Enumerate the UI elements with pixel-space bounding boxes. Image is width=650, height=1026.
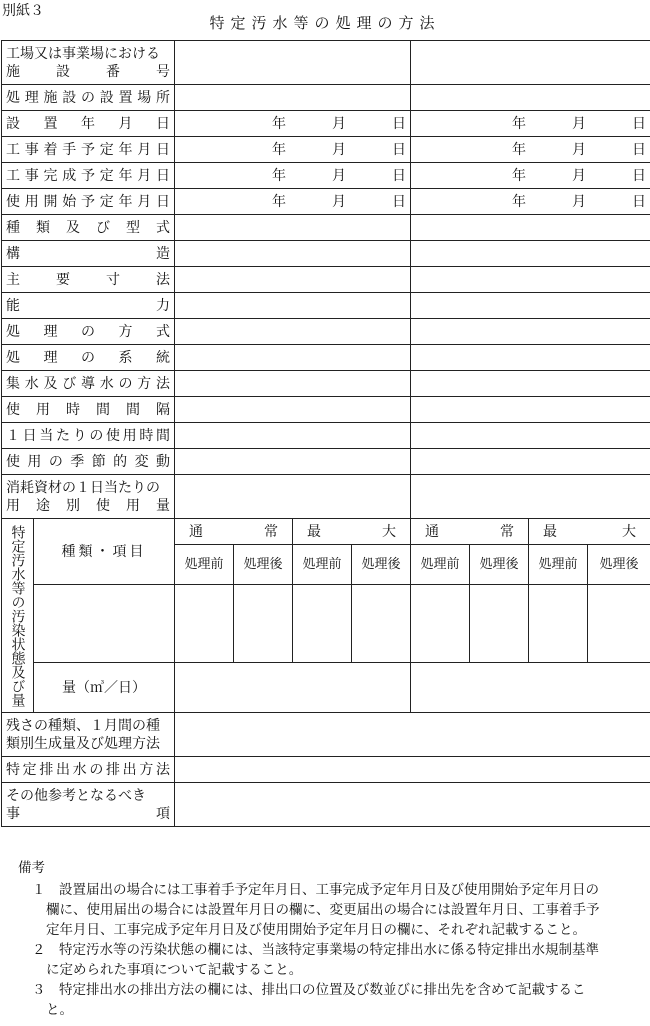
label-line: 用途別使用量 — [6, 497, 170, 514]
header-after: 処理後 — [234, 545, 293, 585]
year-label: 年 — [512, 115, 526, 132]
field-treatment-system-1[interactable] — [175, 345, 411, 371]
label-line: 残さの種類、１月間の種 — [6, 717, 160, 734]
field-pollution-value[interactable] — [175, 585, 234, 663]
row-facility-no — [2, 41, 650, 85]
month-label: 月 — [572, 141, 586, 158]
field-treatment-system-2[interactable] — [411, 345, 650, 371]
row-residue — [2, 713, 650, 757]
row-other — [2, 783, 650, 827]
header-after: 処理後 — [352, 545, 411, 585]
attachment-label: 別紙３ — [2, 3, 44, 19]
month-label: 月 — [332, 141, 346, 158]
field-structure-1[interactable] — [175, 241, 411, 267]
field-daily-hours-2[interactable] — [411, 423, 650, 449]
field-install-date-1[interactable] — [175, 111, 411, 137]
remarks-heading: 備考 — [18, 860, 45, 876]
field-construction-start-2[interactable] — [411, 137, 650, 163]
label-main-dimensions: 主要寸法 — [2, 267, 175, 293]
month-label: 月 — [572, 167, 586, 184]
year-label: 年 — [272, 167, 286, 184]
row-structure — [2, 241, 650, 267]
label-line: 消耗資材の１日当たりの — [6, 479, 160, 496]
row-seasonal-variation — [2, 449, 650, 475]
label-use-interval: 使用時間間隔 — [2, 397, 175, 423]
field-treatment-method-2[interactable] — [411, 319, 650, 345]
field-seasonal-variation-1[interactable] — [175, 449, 411, 475]
label-daily-hours: １日当たりの使用時間 — [2, 423, 175, 449]
field-pollution-value[interactable] — [234, 585, 293, 663]
field-treatment-method-1[interactable] — [175, 319, 411, 345]
row-install-date — [2, 111, 650, 137]
row-water-collection — [2, 371, 650, 397]
label-location: 処理施設の設置場所 — [2, 85, 175, 111]
year-label: 年 — [512, 141, 526, 158]
field-daily-hours-1[interactable] — [175, 423, 411, 449]
row-daily-hours — [2, 423, 650, 449]
row-construction-complete — [2, 163, 650, 189]
field-use-start-2[interactable] — [411, 189, 650, 215]
month-label: 月 — [332, 193, 346, 210]
label-water-collection: 集水及び導水の方法 — [2, 371, 175, 397]
row-capacity — [2, 293, 650, 319]
row-consumables — [2, 475, 650, 519]
field-residue[interactable] — [175, 713, 650, 757]
row-main-dimensions — [2, 267, 650, 293]
header-before: 処理前 — [175, 545, 234, 585]
month-label: 月 — [572, 193, 586, 210]
day-label: 日 — [632, 193, 646, 210]
field-main-dimensions-2[interactable] — [411, 267, 650, 293]
year-label: 年 — [272, 193, 286, 210]
label-facility-no — [2, 41, 175, 85]
field-use-interval-2[interactable] — [411, 397, 650, 423]
field-capacity-2[interactable] — [411, 293, 650, 319]
field-use-interval-1[interactable] — [175, 397, 411, 423]
field-pollution-item[interactable] — [34, 585, 175, 663]
year-label: 年 — [512, 193, 526, 210]
day-label: 日 — [632, 115, 646, 132]
day-label: 日 — [392, 141, 406, 158]
day-label: 日 — [392, 115, 406, 132]
header-before: 処理前 — [411, 545, 470, 585]
remarks — [18, 858, 608, 1020]
label-type-model: 種類及び型式 — [2, 215, 175, 241]
label-volume: 量（㎥／日） — [34, 663, 175, 713]
row-type-model — [2, 215, 650, 241]
field-volume-2[interactable] — [411, 663, 650, 713]
field-pollution-value[interactable] — [588, 585, 650, 663]
label-treatment-method: 処理の方式 — [2, 319, 175, 345]
field-water-collection-2[interactable] — [411, 371, 650, 397]
row-volume — [2, 663, 650, 713]
field-other[interactable] — [175, 783, 650, 827]
header-max-1: 最大 — [293, 519, 411, 545]
label-line: 類別生成量及び処理方法 — [6, 735, 160, 752]
header-normal-1: 通常 — [175, 519, 293, 545]
treatment-form-table — [1, 40, 650, 827]
day-label: 日 — [392, 193, 406, 210]
label-install-date: 設置年月日 — [2, 111, 175, 137]
field-pollution-value[interactable] — [411, 585, 470, 663]
label-consumables — [2, 475, 175, 519]
header-max-2: 最大 — [529, 519, 650, 545]
header-after: 処理後 — [470, 545, 529, 585]
label-other — [2, 783, 175, 827]
field-main-dimensions-1[interactable] — [175, 267, 411, 293]
label-line: 施設番号 — [6, 63, 170, 80]
field-seasonal-variation-2[interactable] — [411, 449, 650, 475]
row-treatment-method — [2, 319, 650, 345]
row-pollution-values — [2, 585, 650, 663]
row-use-interval — [2, 397, 650, 423]
field-capacity-1[interactable] — [175, 293, 411, 319]
day-label: 日 — [632, 141, 646, 158]
label-structure: 構造 — [2, 241, 175, 267]
label-kind-item: 種類・項目 — [34, 519, 175, 585]
header-before: 処理前 — [293, 545, 352, 585]
day-label: 日 — [632, 167, 646, 184]
field-structure-2[interactable] — [411, 241, 650, 267]
field-use-start-1[interactable] — [175, 189, 411, 215]
field-discharge-method[interactable] — [175, 757, 650, 783]
field-facility-no-1[interactable] — [175, 41, 411, 85]
year-label: 年 — [512, 167, 526, 184]
day-label: 日 — [392, 167, 406, 184]
remark-item: １ 設置届出の場合には工事着手予定年月日、工事完成予定年月日及び使用開始予定年月日の欄に、使用届出の場合には設置年月日の欄に、変更届出の場合には設置年月日、工事着手予定年月日、工事完成予定年月日及び使用開始予定年月日の欄に、それぞれ記載すること。 — [32, 882, 600, 938]
row-construction-start — [2, 137, 650, 163]
label-treatment-system: 処理の系統 — [2, 345, 175, 371]
field-install-date-2[interactable] — [411, 111, 650, 137]
label-line: 工場又は事業場における — [6, 45, 160, 62]
label-use-start: 使用開始予定年月日 — [2, 189, 175, 215]
field-facility-no-2[interactable] — [411, 41, 650, 85]
label-line: 事項 — [6, 805, 170, 822]
field-type-model-2[interactable] — [411, 215, 650, 241]
remark-item: ２ 特定汚水等の汚染状態の欄には、当該特定事業場の特定排出水に係る特定排出水規制基準に定められた事項について記載すること。 — [32, 942, 599, 978]
field-volume-1[interactable] — [175, 663, 411, 713]
label-construction-start: 工事着手予定年月日 — [2, 137, 175, 163]
field-pollution-value[interactable] — [352, 585, 411, 663]
row-treatment-system — [2, 345, 650, 371]
row-location — [2, 85, 650, 111]
label-discharge-method: 特定排出水の排出方法 — [2, 757, 175, 783]
field-pollution-value[interactable] — [529, 585, 588, 663]
field-pollution-value[interactable] — [293, 585, 352, 663]
label-seasonal-variation: 使用の季節的変動 — [2, 449, 175, 475]
month-label: 月 — [332, 167, 346, 184]
field-consumables-1[interactable] — [175, 475, 411, 519]
row-pollution-header — [2, 519, 650, 545]
label-capacity: 能力 — [2, 293, 175, 319]
year-label: 年 — [272, 115, 286, 132]
field-construction-complete-2[interactable] — [411, 163, 650, 189]
month-label: 月 — [572, 115, 586, 132]
row-use-start — [2, 189, 650, 215]
header-after: 処理後 — [588, 545, 650, 585]
label-residue — [2, 713, 175, 757]
field-construction-start-1[interactable] — [175, 137, 411, 163]
label-pollution-state: 特定汚水等の汚染状態及び量 — [2, 519, 34, 713]
field-location-1[interactable] — [175, 85, 411, 111]
field-pollution-value[interactable] — [470, 585, 529, 663]
field-location-2[interactable] — [411, 85, 650, 111]
field-construction-complete-1[interactable] — [175, 163, 411, 189]
field-water-collection-1[interactable] — [175, 371, 411, 397]
page-title: 特定汚水等の処理の方法 — [209, 14, 441, 32]
label-construction-complete: 工事完成予定年月日 — [2, 163, 175, 189]
field-consumables-2[interactable] — [411, 475, 650, 519]
row-discharge-method — [2, 757, 650, 783]
year-label: 年 — [272, 141, 286, 158]
remark-item: ３ 特定排出水の排出方法の欄には、排出口の位置及び数並びに排出先を含めて記載すること。 — [32, 982, 586, 1018]
field-type-model-1[interactable] — [175, 215, 411, 241]
label-line: その他参考となるべき — [6, 787, 146, 804]
month-label: 月 — [332, 115, 346, 132]
header-normal-2: 通常 — [411, 519, 529, 545]
header-before: 処理前 — [529, 545, 588, 585]
